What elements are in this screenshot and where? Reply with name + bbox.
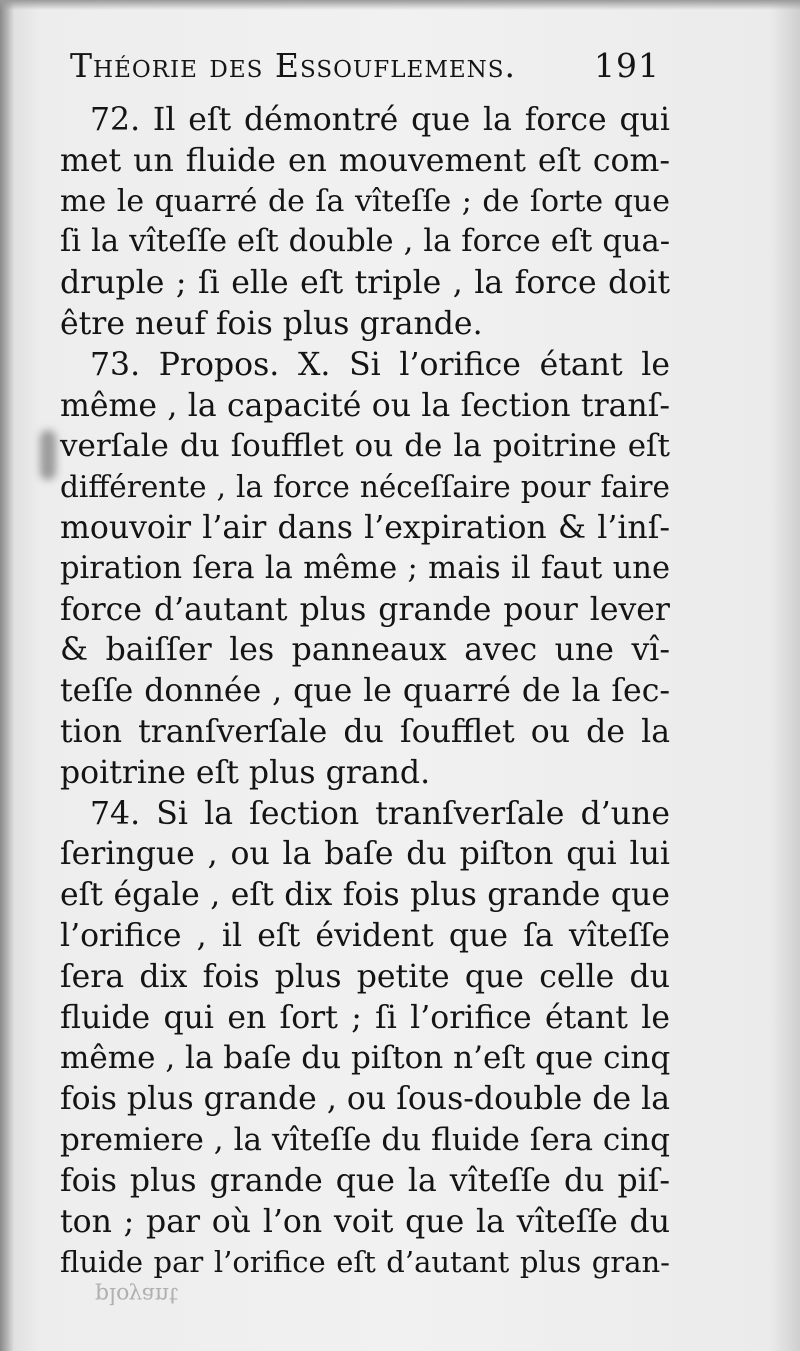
text-line: 74. Si la ſection tranſverſale d’une bbox=[90, 795, 670, 832]
text-line: ſeringue , ou la baſe du piſton qui lui bbox=[60, 836, 670, 873]
text-line: fluide par l’orifice eſt d’autant plus gran- bbox=[60, 1245, 670, 1280]
text-line: fois plus grande que la vîteſſe du piſ- bbox=[60, 1162, 670, 1199]
ink-smudge bbox=[40, 430, 56, 480]
text-line: eſt égale , eſt dix fois plus grande que bbox=[60, 877, 670, 914]
page-number: 191 bbox=[594, 46, 660, 85]
text-line: 73. Propos. X. Si l’orifice étant le bbox=[90, 346, 670, 383]
gutter-shadow bbox=[0, 0, 14, 1351]
text-line: fluide qui en ſort ; ſi l’orifice étant le bbox=[60, 999, 670, 1036]
running-head bbox=[70, 46, 660, 85]
text-line: mouvoir l’air dans l’expiration & l’inſ- bbox=[60, 509, 670, 546]
text-line: être neuf fois plus grande. bbox=[60, 305, 483, 342]
text-line: & baiſſer les panneaux avec une vî- bbox=[60, 632, 670, 669]
top-edge-shadow bbox=[0, 0, 800, 10]
text-line: même , la capacité ou la ſection tranſ- bbox=[60, 387, 670, 424]
text-line: différente , la force néceſſaire pour faire bbox=[60, 470, 670, 505]
bleed-through-text: ployant bbox=[95, 1282, 178, 1307]
text-line: ſera dix fois plus petite que celle du bbox=[60, 958, 670, 995]
text-line: ſi la vîteſſe eſt double , la force eſt qua- bbox=[60, 224, 670, 260]
text-line: met un fluide en mouvement eſt com- bbox=[60, 142, 670, 179]
text-line: poitrine eſt plus grand. bbox=[60, 754, 431, 791]
text-line: fois plus grande , ou ſous-double de la bbox=[60, 1081, 670, 1118]
text-line: druple ; ſi elle eſt triple , la force doit bbox=[60, 265, 670, 302]
text-line: même , la baſe du piſton n’eſt que cinq bbox=[60, 1040, 671, 1077]
text-line: me le quarré de ſa vîteſſe ; de ſorte que bbox=[60, 183, 670, 219]
text-line: tion tranſverſale du ſoufflet ou de la bbox=[60, 713, 670, 750]
text-line: force d’autant plus grande pour lever bbox=[60, 591, 670, 628]
text-line: l’orifice , il eſt évident que ſa vîteſſe bbox=[60, 917, 670, 954]
running-head-title: Théorie des Essouflemens. bbox=[70, 46, 517, 85]
text-line: premiere , la vîteſſe du fluide ſera cinq bbox=[60, 1121, 670, 1158]
text-line: teſſe donnée , que le quarré de la ſec- bbox=[60, 673, 670, 710]
text-line: piration ſera la même ; mais il faut une bbox=[60, 550, 670, 586]
text-line: 72. Il eſt démontré que la force qui bbox=[90, 102, 670, 138]
body-text bbox=[60, 100, 670, 1283]
text-line: ton ; par où l’on voit que la vîteſſe du bbox=[60, 1203, 670, 1240]
text-line: verſale du ſoufflet ou de la poitrine eſt bbox=[60, 428, 670, 465]
